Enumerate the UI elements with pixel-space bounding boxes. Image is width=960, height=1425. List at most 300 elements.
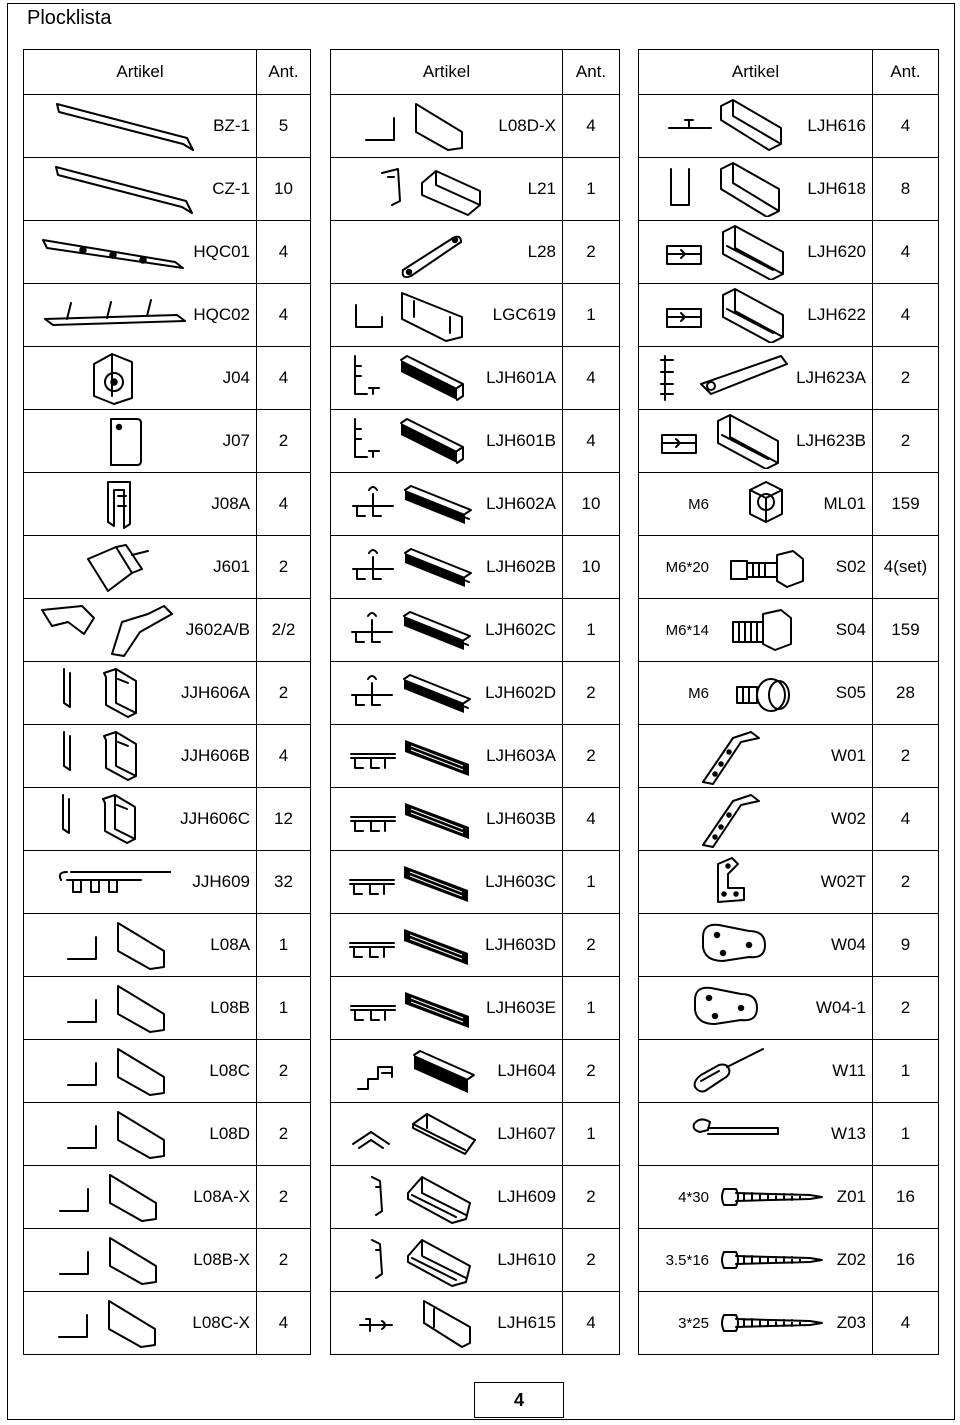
part-quantity: 4 (563, 1292, 620, 1355)
table-row (639, 788, 939, 851)
part-quantity: 4 (873, 788, 939, 851)
part-cell (24, 158, 257, 221)
table-row (24, 914, 311, 977)
part-name: J08A (211, 494, 250, 513)
part-name: LJH603C (485, 872, 556, 891)
part-cell (331, 221, 563, 284)
part-quantity: 2 (257, 410, 311, 473)
part-name: L28 (527, 242, 556, 261)
table-row (639, 1229, 939, 1292)
part-name: LJH607 (497, 1124, 556, 1143)
part-cell (24, 1229, 257, 1292)
part-cell (331, 725, 563, 788)
part-cell (331, 95, 563, 158)
part-cell (24, 662, 257, 725)
table-row (639, 851, 939, 914)
part-quantity: 1 (257, 977, 311, 1040)
part-name: LJH604 (497, 1061, 556, 1080)
part-name: J04 (222, 368, 250, 387)
part-cell (24, 284, 257, 347)
part-name: W04 (831, 935, 866, 954)
part-quantity: 2 (257, 536, 311, 599)
part-cell (24, 851, 257, 914)
t-bracket-icon (645, 854, 821, 910)
link-bar-icon (337, 224, 528, 280)
gutter-profile-icon (337, 1169, 497, 1225)
part-quantity: 12 (257, 788, 311, 851)
part-cell (24, 95, 257, 158)
part-quantity: 9 (873, 914, 939, 977)
part-quantity: 16 (873, 1166, 939, 1229)
part-quantity: 4 (257, 221, 311, 284)
u-channel-icon (30, 663, 181, 723)
table-row (331, 473, 620, 536)
part-quantity: 10 (257, 158, 311, 221)
table-row (331, 725, 620, 788)
part-name: CZ-1 (212, 179, 250, 198)
part-quantity: 10 (563, 536, 620, 599)
part-cell (639, 1040, 873, 1103)
table-row (24, 662, 311, 725)
part-quantity: 2 (257, 1229, 311, 1292)
part-name: L08B (210, 998, 250, 1017)
part-quantity: 2 (563, 914, 620, 977)
table-row (639, 347, 939, 410)
part-cell (331, 788, 563, 851)
table-row (24, 1040, 311, 1103)
part-cell (331, 410, 563, 473)
part-quantity: 4 (563, 95, 620, 158)
table-row (24, 95, 311, 158)
angle-profile-icon (30, 1232, 193, 1288)
part-cell (331, 347, 563, 410)
part-cell (24, 599, 257, 662)
part-cell (331, 473, 563, 536)
part-name: LJH603E (486, 998, 556, 1017)
part-name: L08B-X (193, 1250, 250, 1269)
part-name: LJH623B (796, 431, 866, 450)
part-quantity: 2 (563, 662, 620, 725)
part-cell (331, 851, 563, 914)
part-cell (639, 347, 873, 410)
hex-nut-icon (709, 476, 823, 532)
narrow-profile-icon (337, 1295, 497, 1351)
part-cell (639, 158, 873, 221)
table-row (24, 473, 311, 536)
table-row (331, 1040, 620, 1103)
table-row (639, 1166, 939, 1229)
hinged-bar-icon (645, 350, 796, 406)
part-name: J602A/B (185, 620, 250, 639)
table-row (24, 536, 311, 599)
part-quantity: 4 (257, 1292, 311, 1355)
part-cell (24, 914, 257, 977)
hook-profile-icon (337, 161, 528, 217)
part-name: JJH609 (192, 872, 250, 891)
gutter-profile-icon (337, 1232, 497, 1288)
part-quantity: 4 (873, 221, 939, 284)
ant-header: Ant. (873, 50, 939, 95)
part-name: L08D (209, 1124, 250, 1143)
part-quantity: 2 (257, 1040, 311, 1103)
part-name: L08A (210, 935, 250, 954)
part-cell (331, 1040, 563, 1103)
multi-track-icon (337, 728, 486, 784)
part-quantity: 1 (563, 599, 620, 662)
part-cell (24, 1166, 257, 1229)
part-name: LJH601A (486, 368, 556, 387)
table-row (331, 95, 620, 158)
part-cell (331, 1229, 563, 1292)
table-row (331, 599, 620, 662)
screw-icon (709, 1177, 837, 1217)
table-row (24, 1229, 311, 1292)
part-name: LJH602A (486, 494, 556, 513)
part-quantity: 2 (873, 347, 939, 410)
plate-icon (30, 413, 223, 469)
table-row (24, 599, 311, 662)
part-quantity: 2 (873, 977, 939, 1040)
part-name: LJH610 (497, 1250, 556, 1269)
multi-track-icon (337, 791, 486, 847)
header-row (331, 50, 620, 95)
parts-table-1 (23, 49, 311, 1355)
part-name: L08A-X (193, 1187, 250, 1206)
part-quantity: 1 (563, 158, 620, 221)
part-cell (639, 977, 873, 1040)
table-row (331, 284, 620, 347)
table-row (24, 977, 311, 1040)
part-cell (24, 221, 257, 284)
track-profile-icon (337, 665, 485, 721)
part-cell (24, 725, 257, 788)
part-quantity: 4 (873, 95, 939, 158)
table-row (331, 1229, 620, 1292)
header-row (639, 50, 939, 95)
part-name: L08D-X (498, 116, 556, 135)
corner-pair-icon (30, 602, 186, 658)
roller-wheel-icon (30, 350, 223, 406)
u-channel-icon (30, 789, 180, 849)
part-quantity: 16 (873, 1229, 939, 1292)
part-name: W11 (832, 1061, 866, 1080)
part-quantity: 4 (563, 347, 620, 410)
angle-profile-icon (30, 980, 210, 1036)
artikel-header: Artikel (331, 50, 563, 95)
table-row (639, 1292, 939, 1355)
part-cell (639, 1292, 873, 1355)
table-row (331, 1103, 620, 1166)
part-quantity: 2 (257, 662, 311, 725)
table-row (24, 221, 311, 284)
part-cell (331, 599, 563, 662)
table-row (24, 410, 311, 473)
angle-profile-icon (30, 1295, 192, 1351)
table-row (331, 914, 620, 977)
part-quantity: 4 (563, 410, 620, 473)
part-quantity: 4(set) (873, 536, 939, 599)
ant-header: Ant. (257, 50, 311, 95)
part-cell (24, 410, 257, 473)
part-quantity: 2 (257, 1103, 311, 1166)
part-name: S05 (835, 683, 866, 702)
part-name: LJH609 (497, 1187, 556, 1206)
multi-track-icon (337, 917, 485, 973)
bolt-set-icon (709, 539, 836, 595)
part-cell (639, 788, 873, 851)
table-row (24, 1166, 311, 1229)
part-name: LJH601B (486, 431, 556, 450)
angle-profile-icon (30, 1106, 209, 1162)
track-profile-icon (337, 476, 486, 532)
part-cell (24, 536, 257, 599)
part-quantity: 2 (257, 1166, 311, 1229)
part-cell (24, 473, 257, 536)
part-name: W13 (831, 1124, 866, 1143)
wrench-icon (645, 1106, 831, 1162)
screw-icon (709, 1240, 837, 1280)
page-number: 4 (474, 1382, 564, 1418)
bolt-icon (709, 602, 836, 658)
part-cell (24, 1040, 257, 1103)
part-name: LJH603A (486, 746, 556, 765)
table-row (24, 1103, 311, 1166)
part-quantity: 8 (873, 158, 939, 221)
part-quantity: 32 (257, 851, 311, 914)
part-quantity: 2 (563, 1229, 620, 1292)
part-name: ML01 (823, 494, 866, 513)
part-quantity: 2 (873, 410, 939, 473)
table-row (331, 662, 620, 725)
part-quantity: 1 (563, 851, 620, 914)
parts-table-3 (638, 49, 939, 1355)
part-name: HQC02 (193, 305, 250, 324)
screw-icon (709, 1303, 837, 1343)
part-cell (639, 95, 873, 158)
part-cell (24, 347, 257, 410)
part-quantity: 5 (257, 95, 311, 158)
part-spec: 3*25 (678, 1314, 709, 1332)
u-channel-icon (30, 726, 181, 786)
part-name: S02 (835, 557, 866, 576)
part-quantity: 4 (873, 1292, 939, 1355)
part-quantity: 1 (563, 977, 620, 1040)
angle-profile-icon (30, 1169, 193, 1225)
table-row (639, 473, 939, 536)
part-name: Z01 (836, 1187, 866, 1206)
angle-profile-icon (337, 98, 498, 154)
part-cell (331, 284, 563, 347)
part-cell (639, 473, 873, 536)
part-spec: M6 (688, 684, 709, 702)
part-quantity: 4 (257, 347, 311, 410)
part-quantity: 159 (873, 599, 939, 662)
table-row (639, 662, 939, 725)
part-quantity: 1 (873, 1040, 939, 1103)
long-bracket-icon (30, 98, 213, 154)
part-cell (24, 788, 257, 851)
part-quantity: 2 (563, 725, 620, 788)
part-name: LJH618 (807, 179, 866, 198)
finned-profile-icon (337, 413, 486, 469)
table-row (331, 1292, 620, 1355)
part-name: J601 (213, 557, 250, 576)
artikel-header: Artikel (639, 50, 873, 95)
part-name: L08C-X (192, 1313, 250, 1332)
table-row (639, 1040, 939, 1103)
part-name: LGC619 (492, 305, 556, 324)
part-name: BZ-1 (213, 116, 250, 135)
table-row (639, 221, 939, 284)
part-cell (331, 536, 563, 599)
table-row (639, 284, 939, 347)
angle-bracket-icon (645, 789, 831, 849)
track-profile-icon (337, 602, 485, 658)
part-cell (24, 1103, 257, 1166)
u-profile-icon (645, 161, 807, 217)
angle-profile-icon (30, 1043, 209, 1099)
part-cell (639, 536, 873, 599)
part-quantity: 159 (873, 473, 939, 536)
part-name: W04-1 (815, 998, 866, 1017)
part-cell (639, 851, 873, 914)
part-quantity: 1 (257, 914, 311, 977)
part-name: W02 (831, 809, 866, 828)
channel-profile-icon (337, 287, 493, 343)
wedge-icon (30, 539, 213, 595)
part-spec: 4*30 (678, 1188, 709, 1206)
part-name: LJH616 (807, 116, 866, 135)
part-cell (24, 977, 257, 1040)
table-row (331, 977, 620, 1040)
box-profile-icon (645, 224, 807, 280)
round-plate-icon (645, 917, 831, 973)
table-row (24, 725, 311, 788)
artikel-header: Artikel (24, 50, 257, 95)
part-cell (639, 1229, 873, 1292)
part-name: LJH602D (485, 683, 556, 702)
multi-track-icon (337, 980, 486, 1036)
part-name: Z02 (836, 1250, 866, 1269)
box-profile-icon (645, 413, 796, 469)
table-row (24, 158, 311, 221)
table-row (331, 410, 620, 473)
stepped-profile-icon (337, 1043, 497, 1099)
table-row (331, 1166, 620, 1229)
ant-header: Ant. (563, 50, 620, 95)
part-name: L21 (527, 179, 556, 198)
part-quantity: 1 (563, 284, 620, 347)
part-quantity: 2/2 (257, 599, 311, 662)
track-profile-icon (337, 539, 486, 595)
part-cell (331, 914, 563, 977)
part-spec: M6*20 (665, 558, 709, 576)
multi-track-icon (337, 854, 485, 910)
part-name: Z03 (836, 1313, 866, 1332)
table-row (639, 599, 939, 662)
part-quantity: 1 (563, 1103, 620, 1166)
screwdriver-icon (645, 1043, 832, 1099)
part-cell (331, 1103, 563, 1166)
round-plate-icon (645, 980, 816, 1036)
box-profile-icon (645, 287, 807, 343)
t-profile-icon (645, 98, 807, 154)
part-name: JJH606B (181, 746, 250, 765)
comb-profile-icon (30, 862, 192, 902)
part-cell (331, 158, 563, 221)
part-cell (639, 410, 873, 473)
table-row (331, 851, 620, 914)
part-cell (639, 221, 873, 284)
part-name: W02T (820, 872, 866, 891)
part-cell (331, 977, 563, 1040)
part-spec: M6 (688, 495, 709, 513)
part-quantity: 4 (257, 725, 311, 788)
table-row (24, 347, 311, 410)
part-quantity: 2 (563, 221, 620, 284)
part-spec: 3.5*16 (665, 1251, 709, 1269)
part-cell (639, 662, 873, 725)
table-row (331, 347, 620, 410)
clip-icon (30, 476, 211, 532)
part-quantity: 2 (563, 1040, 620, 1103)
part-quantity: 2 (873, 851, 939, 914)
table-row (639, 725, 939, 788)
table-row (331, 158, 620, 221)
part-quantity: 4 (257, 284, 311, 347)
table-row (639, 977, 939, 1040)
rail-with-holes-icon (30, 232, 193, 272)
part-name: J07 (222, 431, 250, 450)
part-name: LJH623A (796, 368, 866, 387)
part-quantity: 2 (563, 1166, 620, 1229)
table-row (24, 851, 311, 914)
part-name: JJH606C (180, 809, 250, 828)
part-quantity: 1 (873, 1103, 939, 1166)
part-quantity: 4 (563, 788, 620, 851)
part-cell (639, 599, 873, 662)
part-name: W01 (831, 746, 866, 765)
part-name: LJH620 (807, 242, 866, 261)
ridge-profile-icon (337, 1106, 497, 1162)
table-row (331, 536, 620, 599)
table-row (639, 95, 939, 158)
part-cell (639, 1166, 873, 1229)
table-row (331, 221, 620, 284)
table-row (24, 1292, 311, 1355)
part-cell (331, 662, 563, 725)
part-quantity: 28 (873, 662, 939, 725)
part-cell (639, 914, 873, 977)
part-cell (639, 1103, 873, 1166)
angle-profile-icon (30, 917, 210, 973)
part-name: JJH606A (181, 683, 250, 702)
table-row (639, 536, 939, 599)
part-cell (639, 725, 873, 788)
part-name: LJH615 (497, 1313, 556, 1332)
rail-with-pins-icon (30, 295, 193, 335)
angle-bracket-icon (645, 726, 831, 786)
round-bolt-icon (709, 665, 836, 721)
table-row (24, 788, 311, 851)
part-quantity: 4 (257, 473, 311, 536)
part-name: LJH602B (486, 557, 556, 576)
table-row (639, 410, 939, 473)
parts-table-2 (330, 49, 620, 1355)
part-name: L08C (209, 1061, 250, 1080)
part-quantity: 4 (873, 284, 939, 347)
part-cell (24, 1292, 257, 1355)
